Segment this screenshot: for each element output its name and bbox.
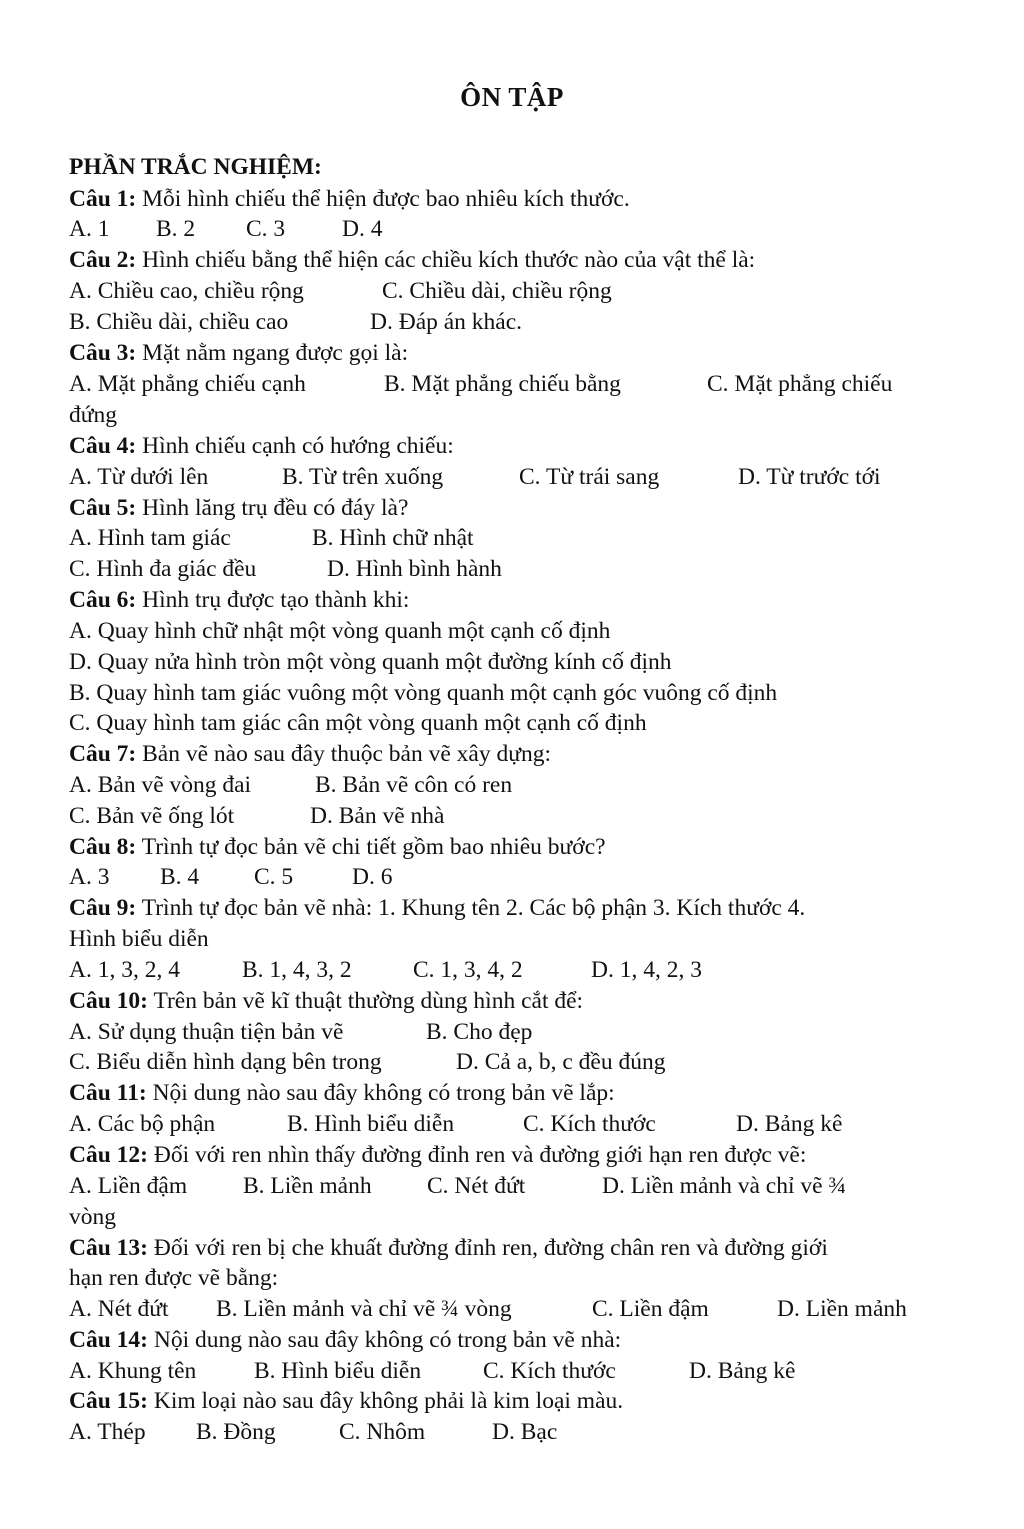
question-label: Câu 15: — [69, 1388, 148, 1414]
question-label: Câu 14: — [69, 1327, 148, 1353]
question-label: Câu 6: — [69, 587, 137, 613]
option-a: A. Từ dưới lên — [69, 464, 209, 490]
question-1 — [69, 184, 630, 214]
question-10 — [69, 986, 583, 1016]
option-b: B. 1, 4, 3, 2 — [242, 957, 352, 983]
option-b: B. Liền mảnh và chỉ vẽ ¾ vòng — [216, 1296, 512, 1322]
question-6 — [69, 585, 409, 615]
question-text: Đối với ren nhìn thấy đường đỉnh ren và đường giới hạn ren được vẽ: — [153, 1142, 807, 1168]
option-a: A. Thép — [69, 1419, 146, 1445]
question-label: Câu 8: — [69, 834, 137, 860]
question-text-continuation: hạn ren được vẽ bằng: — [69, 1265, 279, 1291]
question-text: Trên bản vẽ kĩ thuật thường dùng hình cắt để: — [153, 988, 584, 1014]
option-c: C. 3 — [246, 216, 286, 242]
option-a: A. Sử dụng thuận tiện bản vẽ — [69, 1019, 344, 1045]
question-text: Hình chiếu bằng thể hiện các chiều kích thước nào của vật thể là: — [142, 247, 756, 273]
option-c: C. Mặt phẳng chiếu — [707, 371, 893, 397]
option-b: B. 2 — [156, 216, 196, 242]
option-d: D. Bảng kê — [736, 1111, 843, 1137]
question-7 — [69, 739, 551, 769]
question-text: Kim loại nào sau đây không phải là kim loại màu. — [153, 1388, 624, 1414]
question-label: Câu 3: — [69, 340, 137, 366]
question-text: Nội dung nào sau đây không có trong bản vẽ nhà: — [153, 1327, 622, 1353]
option-a: A. 1 — [69, 216, 110, 242]
option-d: D. 4 — [342, 216, 383, 242]
question-text: Trình tự đọc bản vẽ nhà: 1. Khung tên 2. Các bộ phận 3. Kích thước 4. — [141, 895, 806, 921]
option-b: B. Bản vẽ côn có ren — [315, 772, 513, 798]
option-c: C. 5 — [254, 864, 294, 890]
question-13 — [69, 1233, 828, 1263]
option-a: A. Mặt phẳng chiếu cạnh — [69, 371, 306, 397]
question-text: Mặt nằm ngang được gọi là: — [142, 340, 409, 366]
option-b: B. Hình biểu diễn — [287, 1111, 455, 1137]
question-text: Nội dung nào sau đây không có trong bản vẽ lắp: — [152, 1080, 615, 1106]
question-5 — [69, 493, 408, 523]
option-d: D. Bảng kê — [689, 1358, 796, 1384]
option-c: C. Chiều dài, chiều rộng — [382, 278, 612, 304]
option-c-continuation: đứng — [69, 402, 117, 428]
option-a: A. Nét đứt — [69, 1296, 169, 1322]
option-b: B. Từ trên xuống — [282, 464, 444, 490]
question-11 — [69, 1078, 615, 1108]
option-b: B. Cho đẹp — [426, 1019, 533, 1045]
option-d: D. 1, 4, 2, 3 — [591, 957, 702, 983]
question-label: Câu 1: — [69, 186, 137, 212]
option-d-continuation: vòng — [69, 1204, 116, 1230]
question-label: Câu 10: — [69, 988, 148, 1014]
question-text: Đối với ren bị che khuất đường đỉnh ren, đường chân ren và đường giới — [153, 1235, 828, 1261]
question-label: Câu 12: — [69, 1142, 148, 1168]
option-d: D. Bạc — [492, 1419, 558, 1445]
option-a: A. Quay hình chữ nhật một vòng quanh một cạnh cố định — [69, 618, 611, 644]
option-a: A. 1, 3, 2, 4 — [69, 957, 180, 983]
question-4 — [69, 431, 454, 461]
option-a: A. Chiều cao, chiều rộng — [69, 278, 304, 304]
option-d: D. Liền mảnh — [777, 1296, 907, 1322]
option-d: D. Bản vẽ nhà — [310, 803, 445, 829]
question-text: Mỗi hình chiếu thể hiện được bao nhiêu kích thước. — [142, 186, 630, 212]
question-15 — [69, 1386, 623, 1416]
option-b: B. Liền mảnh — [243, 1173, 372, 1199]
option-c: C. Biểu diễn hình dạng bên trong — [69, 1049, 382, 1075]
option-d: D. Cả a, b, c đều đúng — [456, 1049, 666, 1075]
question-text: Bản vẽ nào sau đây thuộc bản vẽ xây dựng: — [142, 741, 551, 767]
option-c: C. 1, 3, 4, 2 — [413, 957, 523, 983]
option-a: A. Bản vẽ vòng đai — [69, 772, 252, 798]
option-d: D. Liền mảnh và chỉ vẽ ¾ — [602, 1173, 847, 1199]
question-label: Câu 9: — [69, 895, 137, 921]
question-12 — [69, 1140, 806, 1170]
option-c: C. Liền đậm — [592, 1296, 709, 1322]
question-2 — [69, 245, 755, 275]
option-b: B. Đồng — [196, 1419, 276, 1445]
question-14 — [69, 1325, 621, 1355]
question-8 — [69, 832, 606, 862]
option-c: C. Nhôm — [339, 1419, 426, 1445]
option-a: A. Liền đậm — [69, 1173, 188, 1199]
question-label: Câu 2: — [69, 247, 137, 273]
option-c: C. Quay hình tam giác cân một vòng quanh một cạnh cố định — [69, 710, 647, 736]
option-b: B. Mặt phẳng chiếu bằng — [384, 371, 621, 397]
option-c: C. Nét đứt — [427, 1173, 526, 1199]
section-heading: PHẦN TRẮC NGHIỆM: — [69, 154, 322, 180]
option-c: C. Kích thước — [483, 1358, 616, 1384]
question-text: Hình trụ được tạo thành khi: — [142, 587, 410, 613]
option-b: B. Hình chữ nhật — [312, 525, 474, 551]
option-d: D. Hình bình hành — [327, 556, 502, 582]
option-c: C. Bản vẽ ống lót — [69, 803, 235, 829]
option-c: C. Từ trái sang — [519, 464, 660, 490]
option-a: A. Khung tên — [69, 1358, 197, 1384]
option-c: C. Hình đa giác đều — [69, 556, 257, 582]
question-label: Câu 7: — [69, 741, 137, 767]
option-b: B. Chiều dài, chiều cao — [69, 309, 289, 335]
question-text: Hình lăng trụ đều có đáy là? — [142, 495, 409, 521]
option-a: A. Các bộ phận — [69, 1111, 216, 1137]
page-title: ÔN TẬP — [460, 82, 564, 112]
question-text: Hình chiếu cạnh có hướng chiếu: — [142, 433, 454, 459]
option-d: D. 6 — [352, 864, 393, 890]
question-label: Câu 11: — [69, 1080, 147, 1106]
option-b: B. 4 — [160, 864, 200, 890]
option-c: C. Kích thước — [523, 1111, 656, 1137]
question-9 — [69, 893, 805, 923]
option-d: D. Từ trước tới — [738, 464, 881, 490]
question-label: Câu 4: — [69, 433, 137, 459]
question-label: Câu 5: — [69, 495, 137, 521]
option-b: B. Hình biểu diễn — [254, 1358, 422, 1384]
option-a: A. Hình tam giác — [69, 525, 231, 551]
option-a: A. 3 — [69, 864, 110, 890]
question-3 — [69, 338, 408, 368]
option-d: D. Đáp án khác. — [370, 309, 523, 335]
option-b: B. Quay hình tam giác vuông một vòng quanh một cạnh góc vuông cố định — [69, 680, 778, 706]
question-text-continuation: Hình biểu diễn — [69, 926, 209, 952]
option-d: D. Quay nửa hình tròn một vòng quanh một đường kính cố định — [69, 649, 672, 675]
question-label: Câu 13: — [69, 1235, 148, 1261]
question-text: Trình tự đọc bản vẽ chi tiết gồm bao nhiêu bước? — [141, 834, 606, 860]
